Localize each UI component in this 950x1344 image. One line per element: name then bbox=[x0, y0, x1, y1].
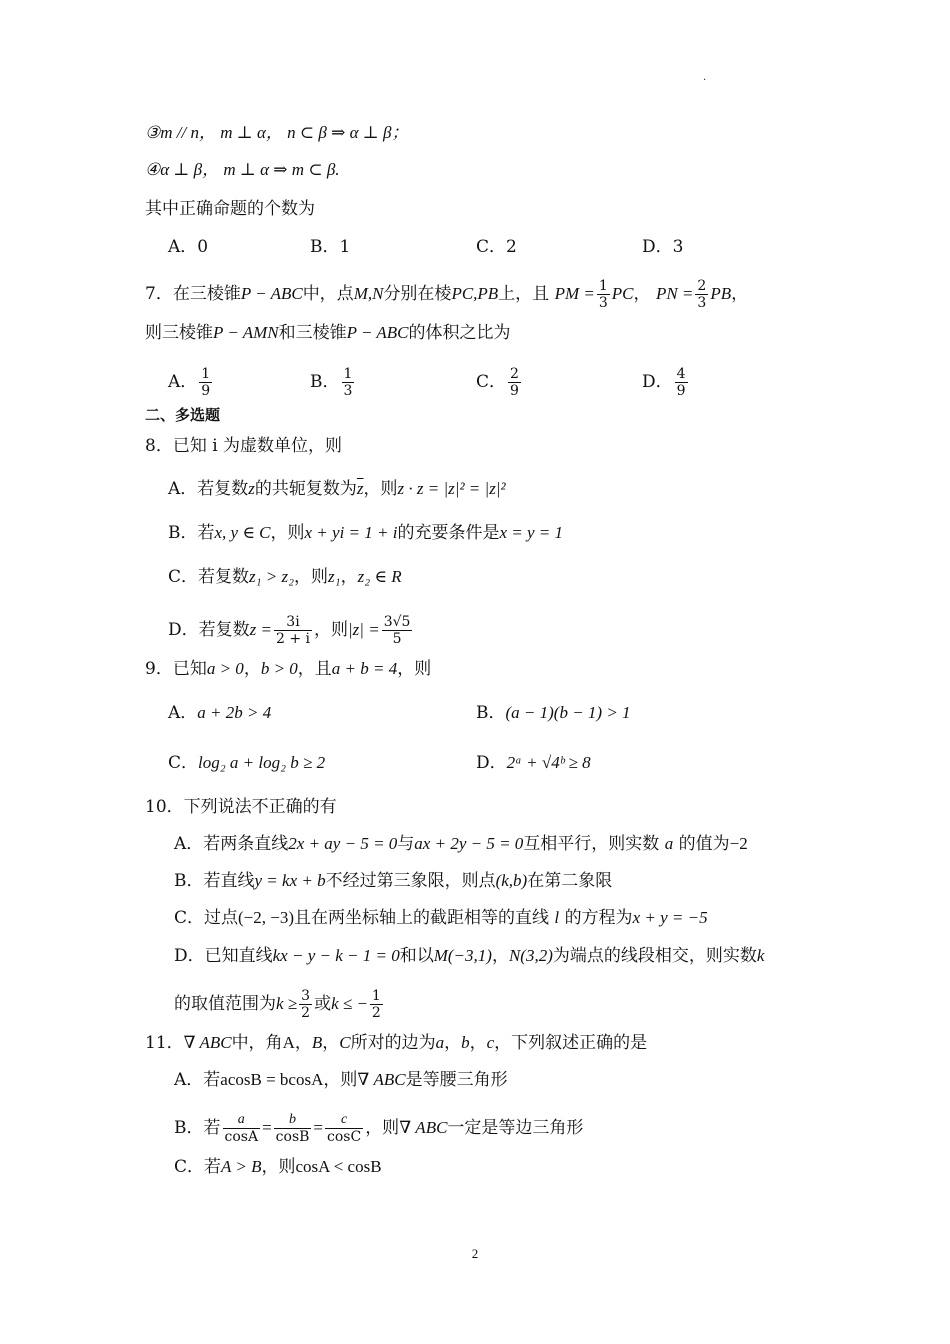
q6-prompt: 其中正确命题的个数为 bbox=[145, 199, 315, 219]
q7-stem-line-2: 则三棱锥P − AMN和三棱锥P − ABC的体积之比为 bbox=[145, 323, 511, 343]
q10-option-d-continued: 的取值范围为k ≥ $\frac{3}{2}$ 或k ≤ − $\frac{1}{2}$ bbox=[174, 988, 381, 1021]
q11-option-a: A．若acosB = bcosA，则∇ ABC是等腰三角形 bbox=[174, 1070, 508, 1090]
q10-option-c: C．过点(−2, −3)且在两坐标轴上的截距相等的直线 l 的方程为x + y = −5 bbox=[174, 908, 708, 928]
q9-option-c: C．log₂ a + log₂ b ≥ 2 bbox=[168, 753, 326, 773]
q9-option-b: B．(a − 1)(b − 1) > 1 bbox=[476, 703, 631, 723]
q7-stem-line-1: 7．在三棱锥P − ABC中，点M,N分别在棱PC,PB上，且 PM = $\frac{1}{3}$ PC， PN = $\frac{2}{3}$ PB， bbox=[145, 278, 749, 311]
q6-option-d: D．3 bbox=[642, 237, 684, 257]
q9-option-d: D．2ᵃ + √4ᵇ ≥ 8 bbox=[476, 753, 591, 773]
q6-option-b: B．1 bbox=[310, 237, 351, 257]
q8-option-b: B．若x, y ∈ C，则x + yi = 1 + i的充要条件是x = y = 1 bbox=[168, 523, 564, 543]
q8-stem: 8．已知 i 为虚数单位，则 bbox=[145, 436, 343, 456]
q6-option-a: A．0 bbox=[168, 237, 209, 257]
q7-option-d: D． $\frac{4}{9}$ bbox=[642, 366, 686, 399]
q7-fraction-pm: $\frac{1}{3}$ bbox=[598, 278, 608, 311]
q6-statement-3: ③m // n， m ⊥ α， n ⊂ β ⇒ α ⊥ β； bbox=[145, 123, 409, 142]
q11-option-b: B．若 $\frac{a}{\cos A}$ = $\frac{b}{\cos B}$ = $\frac{c}{\cos C}$ ，则∇ ABC一定是等边三角形 bbox=[174, 1112, 584, 1145]
page-number: 2 bbox=[471, 1246, 479, 1261]
section-title-multiple-choice: 二、多选题 bbox=[145, 406, 221, 424]
q7-option-c: C． $\frac{2}{9}$ bbox=[476, 366, 519, 399]
q7-option-b: B． $\frac{1}{3}$ bbox=[310, 366, 353, 399]
q8-option-d: D．若复数z = $\frac{3i}{2 + i}$ ，则|z| = $\frac{3√5}{5}$ bbox=[168, 614, 411, 647]
q6-statement-4: ④α ⊥ β， m ⊥ α ⇒ m ⊂ β. bbox=[145, 160, 340, 179]
q10-option-a: A．若两条直线2x + ay − 5 = 0与ax + 2y − 5 = 0互相平行，则实数 a 的值为−2 bbox=[174, 834, 748, 854]
q8-option-c: C．若复数z₁ > z₂，则z₁，z₂ ∈ R bbox=[168, 567, 402, 587]
q9-stem: 9．已知a > 0，b > 0，且a + b = 4，则 bbox=[145, 659, 432, 679]
q8-fraction-z: $\frac{3i}{2 + i}$ bbox=[275, 614, 310, 647]
q7-option-a: A． $\frac{1}{9}$ bbox=[168, 366, 211, 399]
q8-option-a: A．若复数z的共轭复数为$\overline{z}$，则z · z = |z|² = |z|² bbox=[168, 479, 506, 499]
q7-fraction-pn: $\frac{2}{3}$ bbox=[697, 278, 707, 311]
q10-option-d: D．已知直线kx − y − k − 1 = 0和以M(−3,1)，N(3,2)为端点的线段相交，则实数k bbox=[174, 946, 765, 966]
q8-fraction-result: $\frac{3√5}{5}$ bbox=[383, 614, 411, 647]
q10-option-b: B．若直线y = kx + b不经过第三象限，则点(k,b)在第二象限 bbox=[174, 871, 613, 891]
header-mark: . bbox=[703, 72, 707, 83]
q6-option-c: C．2 bbox=[476, 237, 517, 257]
q9-option-a: A．a + 2b > 4 bbox=[168, 703, 272, 723]
q11-option-c: C．若A > B，则cosA < cosB bbox=[174, 1157, 382, 1177]
q10-stem: 10．下列说法不正确的有 bbox=[145, 797, 337, 817]
q11-stem: 11．∇ ABC中，角A，B，C所对的边为a，b，c，下列叙述正确的是 bbox=[145, 1033, 648, 1053]
